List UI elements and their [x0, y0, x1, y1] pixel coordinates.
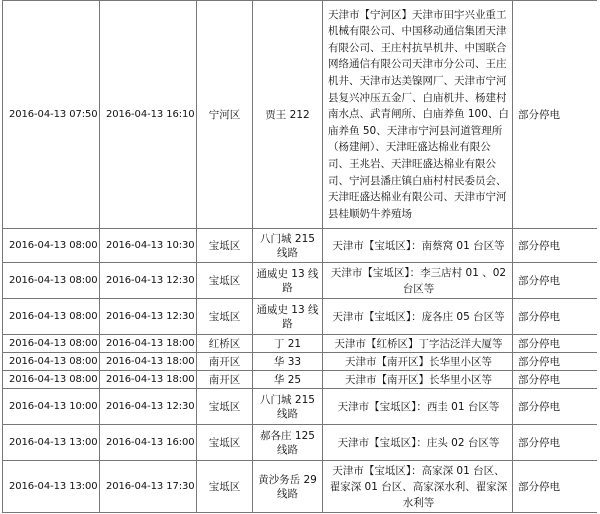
status-cell: 部分停电 [513, 389, 597, 425]
end-time-cell: 2016-04-13 12:30 [100, 299, 197, 335]
area-cell: 天津市【南开区】长华里小区等 [323, 371, 513, 389]
line-cell: 通威史 13 线路 [253, 263, 323, 299]
start-time-cell: 2016-04-13 08:00 [3, 371, 100, 389]
district-cell: 宝坻区 [197, 389, 253, 425]
district-cell: 宁河区 [197, 1, 253, 229]
end-time-cell: 2016-04-13 18:00 [100, 371, 197, 389]
line-cell: 郝各庄 125 线路 [253, 425, 323, 461]
area-cell: 天津市【宝坻区】：西圭 01 台区等 [323, 389, 513, 425]
area-cell: 天津市【宝坻区】：南蔡窝 01 台区等 [323, 229, 513, 263]
status-cell: 部分停电 [513, 425, 597, 461]
table-row [3, 229, 597, 263]
end-time-cell: 2016-04-13 18:00 [100, 353, 197, 371]
area-cell: 天津市【宁河区】天津市田宇兴业重工机械有限公司、中国移动通信集团天津有限公司、王庄村抗旱机井、中国联合网络通信有限公司天津市分公司、王庄机井、天津市达美镍网厂、天津市宁河县复兴冲压五金厂、白庙机井、杨建村南水点、武青闸所、白庙养鱼 100、白庙养鱼 50、天津市宁河县河道管理所（杨建闸）、天津旺盛达棉业有限公司、王兆岩、天津旺盛达棉业有限公司、宁河县潘庄镇白庙村村民委员会、天津旺盛达棉业有限公司、天津市宁河县桂顺奶牛养殖场 [323, 1, 513, 229]
table-row [3, 425, 597, 461]
end-time-cell: 2016-04-13 12:30 [100, 263, 197, 299]
line-cell: 华 25 [253, 371, 323, 389]
status-cell: 部分停电 [513, 335, 597, 353]
end-time-cell: 2016-04-13 10:30 [100, 229, 197, 263]
area-cell: 天津市【宝坻区】：庄头 02 台区等 [323, 425, 513, 461]
district-cell: 宝坻区 [197, 299, 253, 335]
line-cell: 八门城 215 线路 [253, 389, 323, 425]
line-cell: 黄沙务岳 29 线路 [253, 461, 323, 513]
start-time-cell: 2016-04-13 07:50 [3, 1, 100, 229]
start-time-cell: 2016-04-13 08:00 [3, 263, 100, 299]
status-cell: 部分停电 [513, 1, 597, 229]
line-cell: 丁 21 [253, 335, 323, 353]
line-cell: 八门城 215 线路 [253, 229, 323, 263]
district-cell: 宝坻区 [197, 229, 253, 263]
district-cell: 南开区 [197, 353, 253, 371]
line-cell: 通威史 13 线路 [253, 299, 323, 335]
table-row [3, 263, 597, 299]
status-cell: 部分停电 [513, 229, 597, 263]
status-cell: 部分停电 [513, 353, 597, 371]
district-cell: 南开区 [197, 371, 253, 389]
table-row [3, 335, 597, 353]
district-cell: 宝坻区 [197, 263, 253, 299]
status-cell: 部分停电 [513, 299, 597, 335]
area-cell: 天津市【宝坻区】：高家深 01 台区、翟家深 01 台区、高家深水利、翟家深水利等 [323, 461, 513, 513]
district-cell: 宝坻区 [197, 461, 253, 513]
area-cell: 天津市【宝坻区】：李三店村 01 、02 台区等 [323, 263, 513, 299]
end-time-cell: 2016-04-13 17:30 [100, 461, 197, 513]
table-row [3, 371, 597, 389]
start-time-cell: 2016-04-13 08:00 [3, 353, 100, 371]
start-time-cell: 2016-04-13 08:00 [3, 229, 100, 263]
table-row [3, 389, 597, 425]
start-time-cell: 2016-04-13 13:00 [3, 461, 100, 513]
table-row [3, 353, 597, 371]
start-time-cell: 2016-04-13 08:00 [3, 335, 100, 353]
end-time-cell: 2016-04-13 12:30 [100, 389, 197, 425]
start-time-cell: 2016-04-13 13:00 [3, 425, 100, 461]
area-cell: 天津市【红桥区】丁字沽泛洋大厦等 [323, 335, 513, 353]
table-row [3, 1, 597, 229]
district-cell: 宝坻区 [197, 425, 253, 461]
start-time-cell: 2016-04-13 10:00 [3, 389, 100, 425]
end-time-cell: 2016-04-13 16:10 [100, 1, 197, 229]
line-cell: 贾王 212 [253, 1, 323, 229]
status-cell: 部分停电 [513, 371, 597, 389]
district-cell: 红桥区 [197, 335, 253, 353]
end-time-cell: 2016-04-13 16:00 [100, 425, 197, 461]
start-time-cell: 2016-04-13 08:00 [3, 299, 100, 335]
table-row [3, 461, 597, 513]
line-cell: 华 33 [253, 353, 323, 371]
area-cell: 天津市【南开区】长华里小区等 [323, 353, 513, 371]
status-cell: 部分停电 [513, 263, 597, 299]
table-row [3, 299, 597, 335]
status-cell: 部分停电 [513, 461, 597, 513]
area-cell: 天津市【宝坻区】：庞各庄 05 台区等 [323, 299, 513, 335]
power-outage-table [2, 0, 597, 513]
end-time-cell: 2016-04-13 18:00 [100, 335, 197, 353]
